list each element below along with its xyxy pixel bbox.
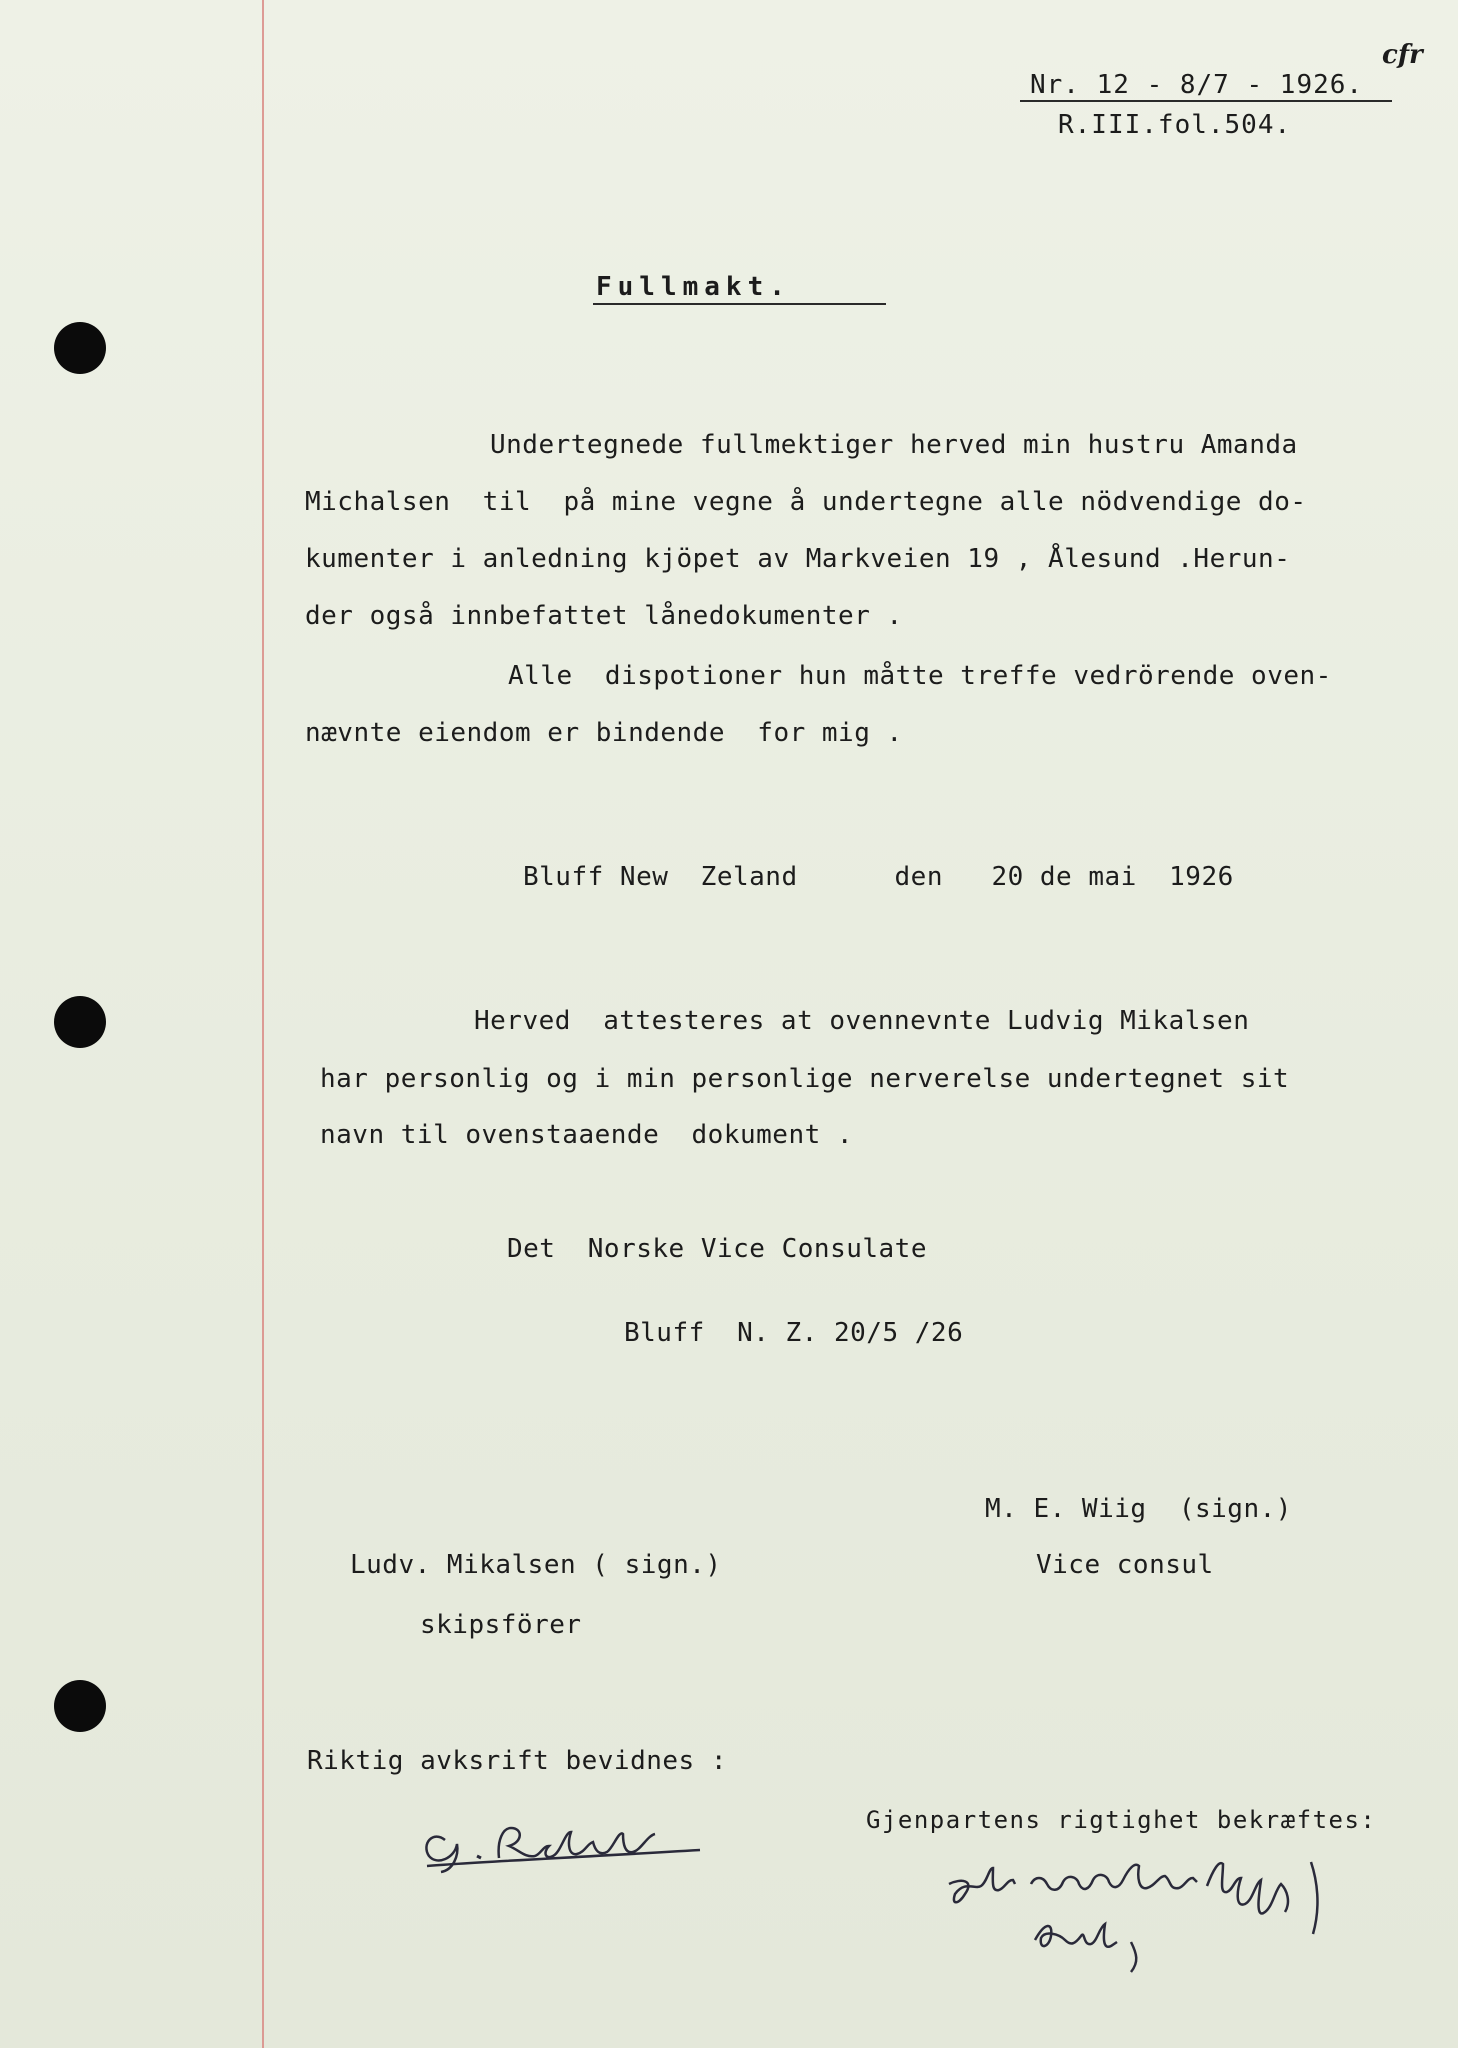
paragraph-1-line-2: Michalsen til på mine vegne å undertegne alle nödvendige do- bbox=[305, 487, 1307, 517]
punch-hole-middle bbox=[54, 996, 106, 1048]
corner-mark: cfr bbox=[1382, 40, 1423, 70]
attestation-line-2: har personlig og i min personlige nerverelse undertegnet sit bbox=[320, 1064, 1290, 1094]
place-and-date: Bluff New Zeland den 20 de mai 1926 bbox=[523, 862, 1234, 892]
reference-line-1: Nr. 12 - 8/7 - 1926. bbox=[1030, 70, 1364, 100]
consul-title: Vice consul bbox=[1036, 1550, 1214, 1580]
paragraph-2-line-1: Alle dispotioner hun måtte treffe vedrörende oven- bbox=[508, 661, 1332, 691]
consulate-name: Det Norske Vice Consulate bbox=[507, 1234, 927, 1264]
title-underline bbox=[593, 303, 886, 305]
document-title: Fullmakt. bbox=[596, 272, 791, 302]
punch-hole-bottom bbox=[54, 1680, 106, 1732]
copy-certified-text: Riktig avksrift bevidnes : bbox=[307, 1746, 727, 1776]
paragraph-1-line-3: kumenter i anledning kjöpet av Markveien 19 , Ålesund .Herun- bbox=[305, 544, 1291, 574]
attestation-line-3: navn til ovenstaaende dokument . bbox=[320, 1120, 854, 1150]
reference-line-2: R.III.fol.504. bbox=[1058, 110, 1292, 140]
handwritten-signature-right bbox=[935, 1850, 1335, 1980]
copy-confirmed-text: Gjenpartens rigtighet bekræftes: bbox=[866, 1806, 1377, 1834]
reference-underline bbox=[1020, 100, 1392, 102]
punch-hole-top bbox=[54, 322, 106, 374]
signer-title: skipsförer bbox=[420, 1610, 582, 1640]
paragraph-2-line-2: nævnte eiendom er bindende for mig . bbox=[305, 718, 903, 748]
handwritten-signature-left bbox=[415, 1810, 715, 1890]
paragraph-1-line-4: der også innbefattet lånedokumenter . bbox=[305, 601, 903, 631]
consulate-date: Bluff N. Z. 20/5 /26 bbox=[624, 1318, 964, 1348]
paragraph-1-line-1: Undertegnede fullmektiger herved min hustru Amanda bbox=[490, 430, 1298, 460]
consul-name: M. E. Wiig (sign.) bbox=[985, 1494, 1292, 1524]
attestation-line-1: Herved attesteres at ovennevnte Ludvig Mikalsen bbox=[474, 1006, 1250, 1036]
signer-name: Ludv. Mikalsen ( sign.) bbox=[350, 1550, 722, 1580]
margin-line bbox=[262, 0, 264, 2048]
